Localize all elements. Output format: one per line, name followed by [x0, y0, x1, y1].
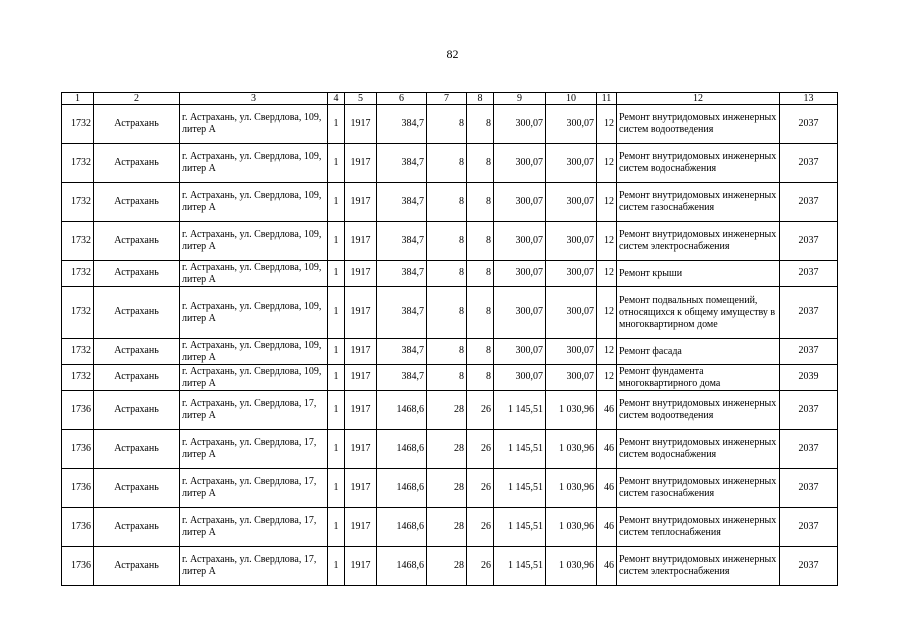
cell-address: г. Астрахань, ул. Свердлова, 17, литер А: [180, 430, 328, 469]
cell-municipality: Астрахань: [94, 391, 180, 430]
cell-col10: 300,07: [546, 183, 597, 222]
cell-col11: 12: [597, 365, 617, 391]
cell-col8: 26: [467, 508, 494, 547]
column-header: 3: [180, 93, 328, 105]
cell-address: г. Астрахань, ул. Свердлова, 109, литер А: [180, 339, 328, 365]
cell-area: 384,7: [377, 339, 427, 365]
cell-address: г. Астрахань, ул. Свердлова, 109, литер А: [180, 222, 328, 261]
cell-col7: 8: [427, 105, 467, 144]
cell-object-id: 1732: [62, 365, 94, 391]
cell-col10: 1 030,96: [546, 547, 597, 586]
cell-col11: 12: [597, 105, 617, 144]
cell-address: г. Астрахань, ул. Свердлова, 17, литер А: [180, 547, 328, 586]
cell-object-id: 1736: [62, 508, 94, 547]
cell-address: г. Астрахань, ул. Свердлова, 109, литер А: [180, 144, 328, 183]
cell-object-id: 1732: [62, 222, 94, 261]
cell-work-type: Ремонт внутридомовых инженерных систем газоснабжения: [617, 183, 780, 222]
cell-col7: 8: [427, 222, 467, 261]
cell-object-id: 1732: [62, 261, 94, 287]
table-row: [62, 547, 838, 586]
cell-col9: 300,07: [494, 222, 546, 261]
cell-address: г. Астрахань, ул. Свердлова, 109, литер А: [180, 365, 328, 391]
cell-work-type: Ремонт внутридомовых инженерных систем электроснабжения: [617, 222, 780, 261]
cell-col7: 28: [427, 430, 467, 469]
table-row: [62, 287, 838, 339]
cell-planned-year: 2037: [780, 430, 838, 469]
column-header: 1: [62, 93, 94, 105]
cell-object-id: 1732: [62, 287, 94, 339]
cell-planned-year: 2037: [780, 144, 838, 183]
cell-col9: 1 145,51: [494, 547, 546, 586]
cell-col9: 300,07: [494, 105, 546, 144]
cell-col7: 8: [427, 144, 467, 183]
cell-work-type: Ремонт подвальных помещений, относящихся к общему имуществу в многоквартирном доме: [617, 287, 780, 339]
cell-col9: 300,07: [494, 183, 546, 222]
table-row: [62, 105, 838, 144]
cell-col8: 8: [467, 222, 494, 261]
cell-col10: 300,07: [546, 261, 597, 287]
cell-year: 1917: [345, 222, 377, 261]
cell-col7: 28: [427, 508, 467, 547]
column-header: 10: [546, 93, 597, 105]
cell-col11: 46: [597, 430, 617, 469]
cell-col9: 1 145,51: [494, 469, 546, 508]
cell-year: 1917: [345, 365, 377, 391]
table-row: [62, 469, 838, 508]
cell-col8: 8: [467, 365, 494, 391]
cell-col10: 300,07: [546, 287, 597, 339]
cell-col11: 12: [597, 339, 617, 365]
table-body: [62, 105, 838, 586]
cell-planned-year: 2037: [780, 547, 838, 586]
table-row: [62, 365, 838, 391]
cell-year: 1917: [345, 105, 377, 144]
cell-col9: 1 145,51: [494, 430, 546, 469]
cell-col4: 1: [328, 105, 345, 144]
column-header: 11: [597, 93, 617, 105]
cell-col4: 1: [328, 339, 345, 365]
cell-address: г. Астрахань, ул. Свердлова, 109, литер А: [180, 261, 328, 287]
cell-col8: 26: [467, 469, 494, 508]
cell-col7: 8: [427, 183, 467, 222]
cell-col8: 26: [467, 430, 494, 469]
cell-work-type: Ремонт внутридомовых инженерных систем электроснабжения: [617, 547, 780, 586]
cell-work-type: Ремонт фундамента многоквартирного дома: [617, 365, 780, 391]
cell-col9: 1 145,51: [494, 391, 546, 430]
cell-municipality: Астрахань: [94, 469, 180, 508]
cell-area: 1468,6: [377, 508, 427, 547]
cell-municipality: Астрахань: [94, 365, 180, 391]
cell-planned-year: 2037: [780, 339, 838, 365]
cell-col10: 1 030,96: [546, 391, 597, 430]
table-row: [62, 261, 838, 287]
cell-municipality: Астрахань: [94, 222, 180, 261]
column-header: 2: [94, 93, 180, 105]
cell-municipality: Астрахань: [94, 508, 180, 547]
cell-work-type: Ремонт внутридомовых инженерных систем водоснабжения: [617, 430, 780, 469]
cell-col11: 46: [597, 391, 617, 430]
cell-year: 1917: [345, 430, 377, 469]
column-header: 13: [780, 93, 838, 105]
cell-work-type: Ремонт фасада: [617, 339, 780, 365]
cell-col11: 46: [597, 469, 617, 508]
cell-year: 1917: [345, 144, 377, 183]
cell-col4: 1: [328, 430, 345, 469]
cell-col10: 1 030,96: [546, 430, 597, 469]
cell-municipality: Астрахань: [94, 105, 180, 144]
cell-year: 1917: [345, 391, 377, 430]
cell-object-id: 1736: [62, 430, 94, 469]
cell-work-type: Ремонт внутридомовых инженерных систем водоотведения: [617, 105, 780, 144]
cell-area: 384,7: [377, 222, 427, 261]
cell-col9: 300,07: [494, 261, 546, 287]
cell-municipality: Астрахань: [94, 287, 180, 339]
cell-municipality: Астрахань: [94, 339, 180, 365]
cell-col11: 12: [597, 222, 617, 261]
cell-object-id: 1732: [62, 339, 94, 365]
cell-col7: 8: [427, 287, 467, 339]
column-header: 5: [345, 93, 377, 105]
cell-year: 1917: [345, 183, 377, 222]
cell-object-id: 1732: [62, 183, 94, 222]
cell-col7: 28: [427, 469, 467, 508]
cell-col10: 300,07: [546, 144, 597, 183]
cell-year: 1917: [345, 339, 377, 365]
cell-planned-year: 2037: [780, 391, 838, 430]
cell-planned-year: 2037: [780, 469, 838, 508]
table-row: [62, 183, 838, 222]
cell-col8: 26: [467, 547, 494, 586]
cell-col8: 8: [467, 105, 494, 144]
cell-planned-year: 2037: [780, 508, 838, 547]
cell-object-id: 1732: [62, 144, 94, 183]
cell-planned-year: 2037: [780, 105, 838, 144]
column-header: 12: [617, 93, 780, 105]
cell-planned-year: 2037: [780, 183, 838, 222]
cell-col4: 1: [328, 508, 345, 547]
cell-col10: 1 030,96: [546, 469, 597, 508]
cell-col10: 300,07: [546, 339, 597, 365]
cell-area: 384,7: [377, 287, 427, 339]
cell-area: 1468,6: [377, 391, 427, 430]
cell-municipality: Астрахань: [94, 144, 180, 183]
cell-area: 384,7: [377, 183, 427, 222]
cell-col8: 8: [467, 261, 494, 287]
table-row: [62, 430, 838, 469]
cell-col11: 12: [597, 287, 617, 339]
cell-work-type: Ремонт внутридомовых инженерных систем водоотведения: [617, 391, 780, 430]
cell-col4: 1: [328, 469, 345, 508]
cell-year: 1917: [345, 508, 377, 547]
cell-object-id: 1736: [62, 547, 94, 586]
cell-col4: 1: [328, 261, 345, 287]
cell-col4: 1: [328, 144, 345, 183]
cell-col8: 8: [467, 339, 494, 365]
cell-year: 1917: [345, 287, 377, 339]
cell-col4: 1: [328, 222, 345, 261]
cell-work-type: Ремонт внутридомовых инженерных систем газоснабжения: [617, 469, 780, 508]
cell-col9: 300,07: [494, 339, 546, 365]
cell-area: 384,7: [377, 365, 427, 391]
cell-col7: 28: [427, 547, 467, 586]
cell-area: 1468,6: [377, 430, 427, 469]
cell-address: г. Астрахань, ул. Свердлова, 17, литер А: [180, 508, 328, 547]
cell-address: г. Астрахань, ул. Свердлова, 109, литер А: [180, 183, 328, 222]
cell-work-type: Ремонт крыши: [617, 261, 780, 287]
cell-col8: 8: [467, 183, 494, 222]
cell-col8: 26: [467, 391, 494, 430]
cell-col10: 300,07: [546, 365, 597, 391]
cell-area: 384,7: [377, 261, 427, 287]
cell-area: 1468,6: [377, 547, 427, 586]
cell-col7: 8: [427, 261, 467, 287]
table-row: [62, 144, 838, 183]
cell-col4: 1: [328, 391, 345, 430]
column-header: 9: [494, 93, 546, 105]
cell-year: 1917: [345, 547, 377, 586]
table-row: [62, 339, 838, 365]
cell-col4: 1: [328, 365, 345, 391]
cell-col4: 1: [328, 287, 345, 339]
cell-col7: 8: [427, 339, 467, 365]
page-number: 82: [446, 47, 459, 61]
cell-planned-year: 2037: [780, 287, 838, 339]
repair-schedule-table: [61, 92, 838, 586]
cell-address: г. Астрахань, ул. Свердлова, 109, литер А: [180, 105, 328, 144]
table-row: [62, 222, 838, 261]
cell-address: г. Астрахань, ул. Свердлова, 109, литер А: [180, 287, 328, 339]
cell-object-id: 1736: [62, 391, 94, 430]
cell-col11: 12: [597, 144, 617, 183]
table-row: [62, 391, 838, 430]
cell-col9: 300,07: [494, 287, 546, 339]
cell-year: 1917: [345, 469, 377, 508]
cell-area: 384,7: [377, 105, 427, 144]
cell-col7: 28: [427, 391, 467, 430]
cell-col10: 1 030,96: [546, 508, 597, 547]
cell-col7: 8: [427, 365, 467, 391]
cell-municipality: Астрахань: [94, 183, 180, 222]
cell-planned-year: 2037: [780, 222, 838, 261]
cell-col10: 300,07: [546, 105, 597, 144]
cell-area: 1468,6: [377, 469, 427, 508]
column-header: 4: [328, 93, 345, 105]
cell-address: г. Астрахань, ул. Свердлова, 17, литер А: [180, 469, 328, 508]
cell-col4: 1: [328, 547, 345, 586]
cell-planned-year: 2037: [780, 261, 838, 287]
cell-municipality: Астрахань: [94, 430, 180, 469]
cell-col8: 8: [467, 144, 494, 183]
cell-col11: 12: [597, 261, 617, 287]
cell-work-type: Ремонт внутридомовых инженерных систем водоснабжения: [617, 144, 780, 183]
cell-object-id: 1736: [62, 469, 94, 508]
cell-col11: 46: [597, 547, 617, 586]
cell-planned-year: 2039: [780, 365, 838, 391]
cell-municipality: Астрахань: [94, 547, 180, 586]
cell-col8: 8: [467, 287, 494, 339]
column-header: 6: [377, 93, 427, 105]
cell-col9: 1 145,51: [494, 508, 546, 547]
cell-object-id: 1732: [62, 105, 94, 144]
cell-col9: 300,07: [494, 365, 546, 391]
column-header: 7: [427, 93, 467, 105]
cell-col9: 300,07: [494, 144, 546, 183]
cell-col10: 300,07: [546, 222, 597, 261]
cell-year: 1917: [345, 261, 377, 287]
cell-col11: 12: [597, 183, 617, 222]
cell-area: 384,7: [377, 144, 427, 183]
cell-col11: 46: [597, 508, 617, 547]
cell-municipality: Астрахань: [94, 261, 180, 287]
cell-address: г. Астрахань, ул. Свердлова, 17, литер А: [180, 391, 328, 430]
column-header: 8: [467, 93, 494, 105]
cell-work-type: Ремонт внутридомовых инженерных систем теплоснабжения: [617, 508, 780, 547]
column-number-row: [62, 93, 838, 105]
table-row: [62, 508, 838, 547]
cell-col4: 1: [328, 183, 345, 222]
